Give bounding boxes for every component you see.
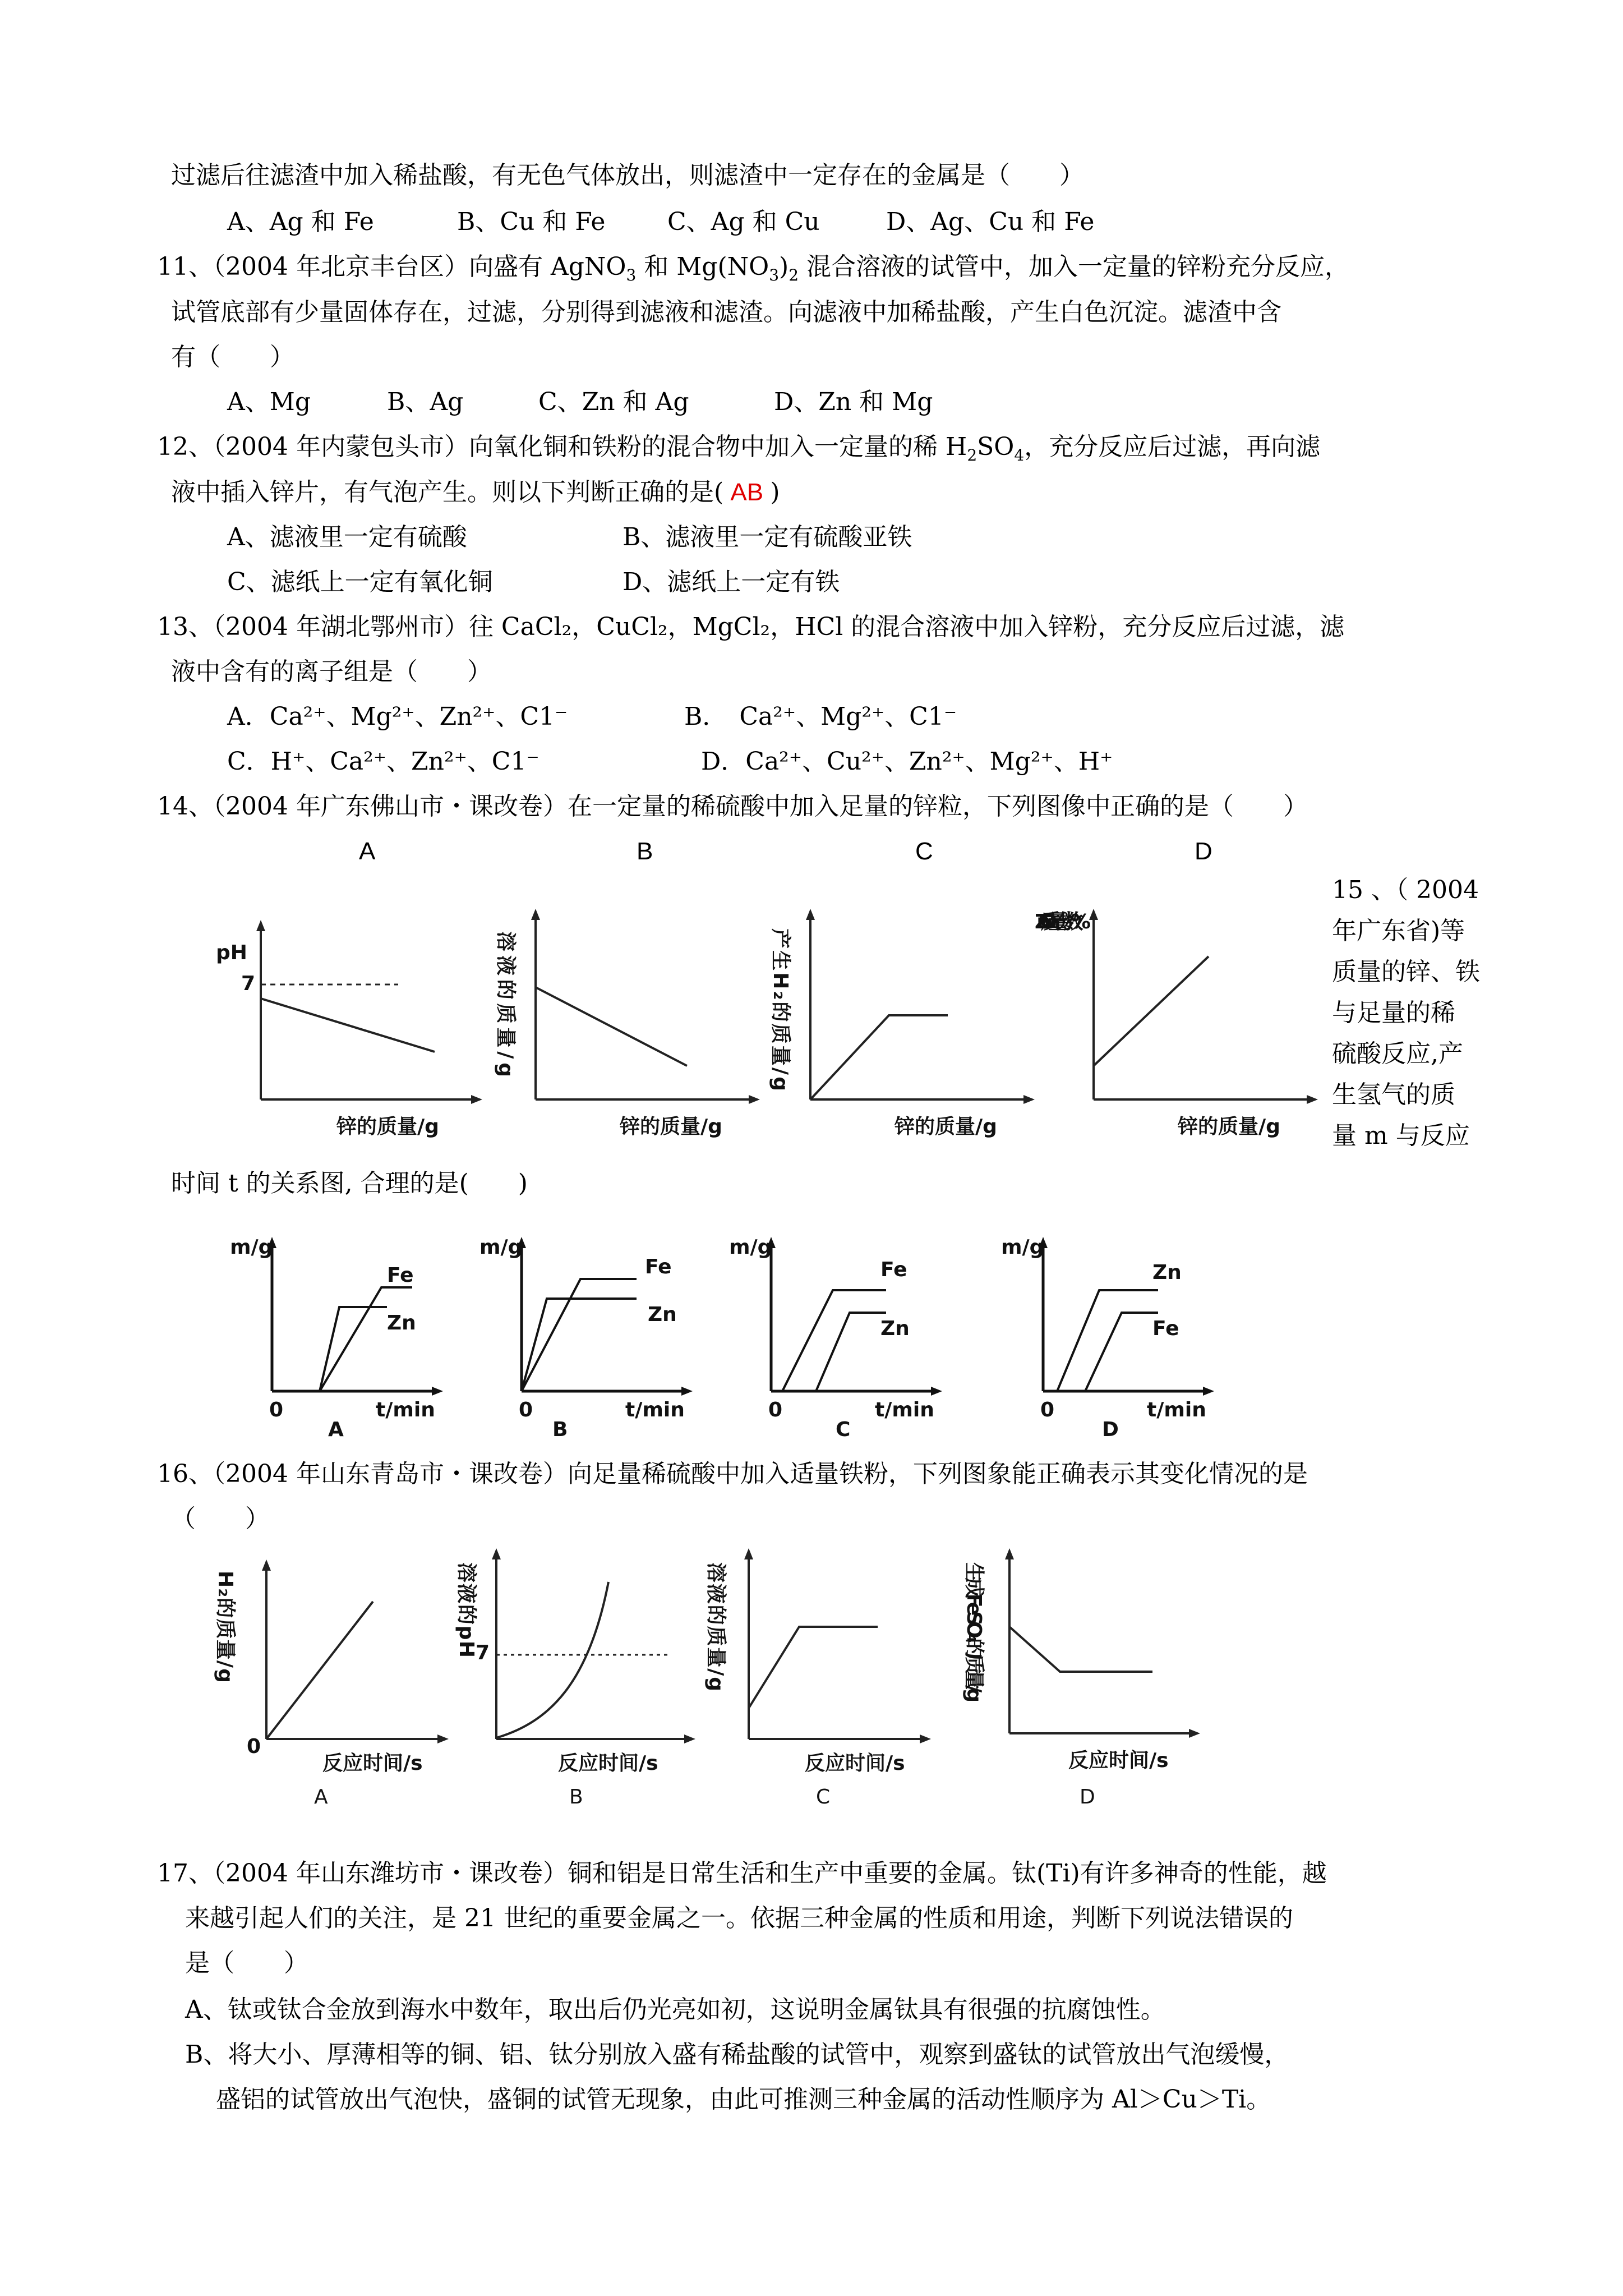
- q15-graph-a: [219, 1228, 465, 1442]
- svg-text:反应时间/s: 反应时间/s: [558, 1752, 658, 1775]
- q12-option-c: C、滤纸上一定有氧化铜: [227, 568, 493, 596]
- q16-graph-b: [449, 1537, 695, 1818]
- svg-text:0: 0: [247, 1735, 261, 1758]
- q17-line3: 是（ ）: [185, 1949, 308, 1977]
- q16b-y-tick: 7: [476, 1641, 490, 1664]
- q14-label-c: C: [915, 838, 933, 865]
- svg-text:H₂的质量/g: H₂的质量/g: [214, 1571, 237, 1683]
- svg-text:生成FeSO₄的质量/g: 生成FeSO₄的质量/g: [962, 1562, 985, 1703]
- q16a-label: A: [314, 1786, 328, 1809]
- q12-option-a: A、滤液里一定有硫酸: [227, 523, 467, 551]
- svg-text:0: 0: [519, 1398, 533, 1421]
- q14d-x-label: 锌的质量/g: [1178, 1115, 1280, 1138]
- q12-answer: AB: [723, 478, 771, 506]
- q17-option-a: A、钛或钛合金放到海水中数年，取出后仍光亮如初，这说明金属钛具有很强的抗腐蚀性。: [185, 1995, 1165, 2024]
- q12-line2: 液中插入锌片，有气泡产生。则以下判断正确的是( AB ): [171, 478, 780, 507]
- q15-side-line-2: 年广东省)等: [1332, 917, 1465, 945]
- q13-option-b: B． Ca²⁺、Mg²⁺、C1⁻: [684, 702, 957, 731]
- svg-text:溶液的pH: 溶液的pH: [455, 1562, 478, 1658]
- q14-label-d: D: [1195, 838, 1212, 865]
- q14-graph-c: [760, 906, 1046, 1144]
- q13-option-d: D．Ca²⁺、Cu²⁺、Zn²⁺、Mg²⁺、H⁺: [701, 747, 1113, 776]
- q15-side-line-7: 量 m 与反应: [1332, 1121, 1470, 1150]
- q14-stem: 14、（2004 年广东佛山市・课改卷）在一定量的稀硫酸中加入足量的锌粒，下列图像中正确的是（ ）: [157, 792, 1308, 821]
- q10-option-d: D、Ag、Cu 和 Fe: [886, 208, 1095, 236]
- svg-text:0: 0: [1040, 1398, 1055, 1421]
- q16-graph-d: [942, 1537, 1223, 1818]
- q15c-label: C: [836, 1418, 851, 1441]
- svg-text:t/min: t/min: [875, 1398, 934, 1421]
- svg-text:m/g: m/g: [729, 1236, 772, 1259]
- q15b-label: B: [552, 1418, 568, 1441]
- q14c-x-label: 锌的质量/g: [895, 1115, 997, 1138]
- q15a-lower-label: Zn: [387, 1312, 416, 1335]
- q16c-label: C: [816, 1786, 831, 1809]
- svg-text:0: 0: [768, 1398, 783, 1421]
- svg-text:t/min: t/min: [1147, 1398, 1206, 1421]
- svg-text:反应时间/s: 反应时间/s: [322, 1752, 423, 1775]
- svg-text:t/min: t/min: [376, 1398, 435, 1421]
- q15a-label: A: [328, 1418, 344, 1441]
- q16-line1: 16、（2004 年山东青岛市・课改卷）向足量稀硫酸中加入适量铁粉，下列图象能正确表示其变化情况的是: [157, 1460, 1308, 1488]
- q16-graph-a: [213, 1548, 460, 1818]
- q16d-label: D: [1080, 1786, 1095, 1809]
- q15c-lower-label: Zn: [880, 1317, 910, 1340]
- q14-graph-a: [208, 914, 488, 1144]
- q10-option-c: C、Ag 和 Cu: [667, 208, 820, 236]
- q16-graph-c: [695, 1537, 942, 1818]
- q15a-upper-label: Fe: [387, 1264, 414, 1287]
- q11-line2: 试管底部有少量固体存在，过滤，分别得到滤液和滤渣。向滤液中加稀盐酸，产生白色沉淀。滤渣中含: [171, 298, 1281, 326]
- q15-graph-b: [468, 1228, 715, 1442]
- q15-side-line-4: 与足量的稀: [1332, 999, 1455, 1027]
- svg-text:反应时间/s: 反应时间/s: [805, 1752, 905, 1775]
- q11-option-c: C、Zn 和 Ag: [538, 388, 689, 416]
- q17-line2: 来越引起人们的关注，是 21 世纪的重要金属之一。依据三种金属的性质和用途，判断下列说法错误的: [185, 1904, 1293, 1932]
- q15-stem-tail: 时间 t 的关系图, 合理的是( ): [171, 1169, 528, 1198]
- q14b-y-label: 溶液的质量/g: [494, 931, 517, 1077]
- svg-text:溶液的质量/g: 溶液的质量/g: [704, 1562, 727, 1691]
- q14-graph-b: [485, 906, 771, 1144]
- q15-graph-d: [990, 1228, 1237, 1442]
- q15-graph-c: [718, 1228, 965, 1442]
- q17-option-b-line1: B、将大小、厚薄相等的铜、铝、钛分别放入盛有稀盐酸的试管中，观察到盛钛的试管放出气泡缓慢，: [185, 2040, 1289, 2069]
- q11-line3: 有（ ）: [171, 343, 294, 371]
- q10-option-a: A、Ag 和 Fe: [227, 208, 374, 236]
- q17-line1: 17、（2004 年山东潍坊市・课改卷）铜和铝是日常生活和生产中重要的金属。钛(Ti)有许多神奇的性能，越: [157, 1859, 1327, 1888]
- q13-line2: 液中含有的离子组是（ ）: [171, 657, 492, 686]
- q14-graph-d: [1032, 906, 1329, 1144]
- q15d-lower-label: Fe: [1152, 1317, 1179, 1340]
- q14d-y-label: ZnSO₄质量分数%: [1035, 910, 1091, 933]
- q15-side-line-6: 生氢气的质: [1332, 1080, 1455, 1109]
- svg-text:m/g: m/g: [1001, 1236, 1044, 1259]
- q14a-x-label: 锌的质量/g: [336, 1115, 439, 1138]
- q11-option-d: D、Zn 和 Mg: [774, 388, 933, 416]
- q16b-label: B: [569, 1786, 583, 1809]
- q13-option-c: C．H⁺、Ca²⁺、Zn²⁺、C1⁻: [227, 747, 540, 776]
- q12-line1: 12、（2004 年内蒙包头市）向氧化铜和铁粉的混合物中加入一定量的稀 $H_2SO_4$，充分反应后过滤，再向滤: [157, 432, 1321, 464]
- q14a-y-label: pH: [216, 941, 247, 964]
- q14-label-a: A: [359, 838, 376, 865]
- q15d-label: D: [1102, 1418, 1119, 1441]
- svg-text:反应时间/s: 反应时间/s: [1068, 1749, 1169, 1772]
- q10-stem: 过滤后往滤渣中加入稀盐酸，有无色气体放出，则滤渣中一定存在的金属是（ ）: [171, 161, 1084, 190]
- q14b-x-label: 锌的质量/g: [620, 1115, 722, 1138]
- svg-text:0: 0: [269, 1398, 284, 1421]
- q15-side-line-3: 质量的锌、铁: [1332, 958, 1480, 986]
- svg-text:m/g: m/g: [230, 1236, 273, 1259]
- q15b-upper-label: Fe: [645, 1255, 672, 1278]
- svg-text:t/min: t/min: [625, 1398, 685, 1421]
- q12-option-b: B、滤液里一定有硫酸亚铁: [623, 523, 912, 551]
- q14c-y-label: 产生H₂的质量/g: [769, 928, 792, 1091]
- q14a-y-tick: 7: [241, 972, 256, 995]
- q10-option-b: B、Cu 和 Fe: [457, 208, 606, 236]
- q11-option-a: A、Mg: [227, 388, 311, 416]
- q15-side-line-1: 15 、（ 2004: [1332, 876, 1479, 904]
- q13-option-a: A．Ca²⁺、Mg²⁺、Zn²⁺、C1⁻: [227, 702, 568, 731]
- q15b-lower-label: Zn: [648, 1303, 677, 1326]
- q11-line1: 11、（2004 年北京丰台区）向盛有 AgNO$_3$ 和 $Mg(NO_3)_2$ 混合溶液的试管中，加入一定量的锌粉充分反应，: [157, 252, 1350, 284]
- q12-option-d: D、滤纸上一定有铁: [623, 568, 840, 596]
- q15c-upper-label: Fe: [880, 1258, 907, 1281]
- q11-option-b: B、Ag: [387, 388, 464, 416]
- q15d-upper-label: Zn: [1152, 1261, 1182, 1284]
- q15-side-line-5: 硫酸反应,产: [1332, 1039, 1463, 1068]
- q14-label-b: B: [637, 838, 653, 865]
- q16-line2: （ ）: [171, 1504, 270, 1533]
- q13-line1: 13、（2004 年湖北鄂州市）往 CaCl₂，CuCl₂，MgCl₂，HCl 的混合溶液中加入锌粉，充分反应后过滤，滤: [157, 613, 1345, 641]
- q17-option-b-line2: 盛铝的试管放出气泡快，盛铜的试管无现象，由此可推测三种金属的活动性顺序为 Al＞Cu＞Ti。: [216, 2085, 1271, 2114]
- svg-text:m/g: m/g: [479, 1236, 523, 1259]
